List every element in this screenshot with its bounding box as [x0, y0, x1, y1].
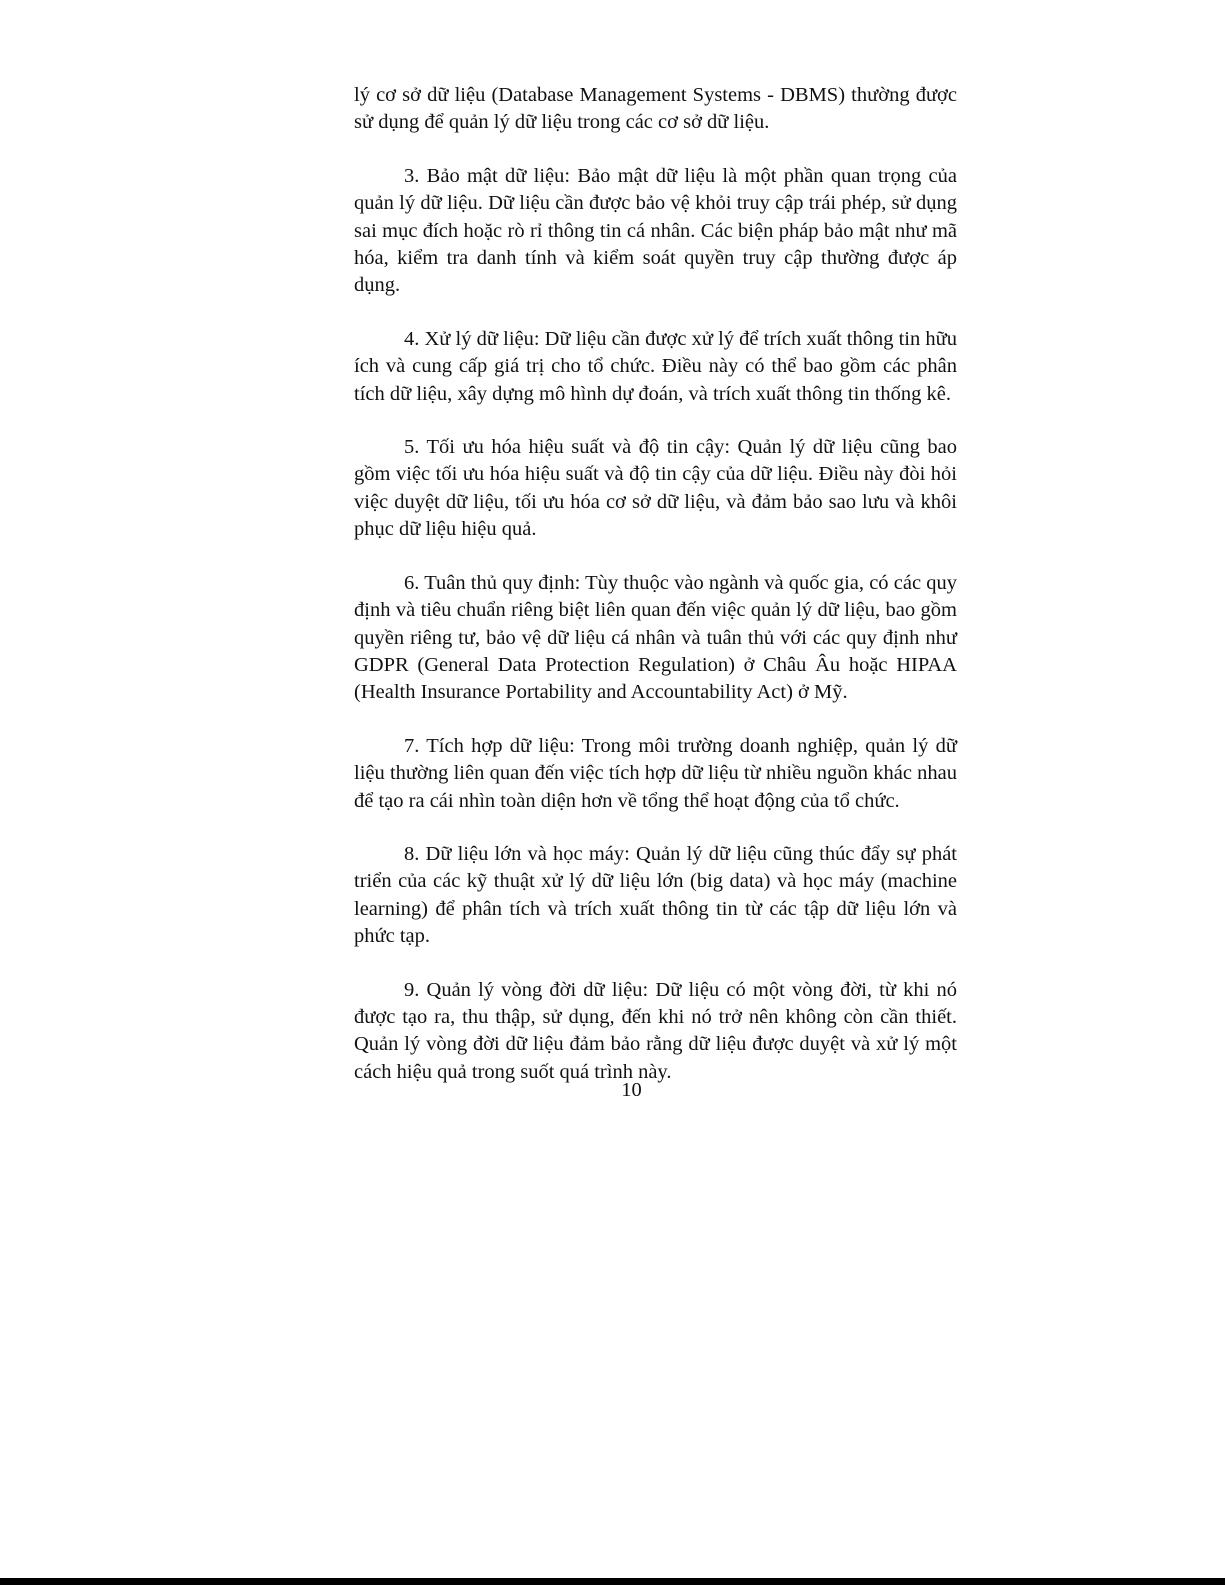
bottom-border: [0, 1578, 1225, 1585]
paragraph-dbms-continuation: lý cơ sở dữ liệu (Database Management Systems - DBMS) thường được sử dụng để quản lý dữ liệu trong các cơ sở dữ liệu.: [354, 84, 957, 134]
page-number: 10: [621, 1079, 642, 1101]
paragraph-data-processing: 4. Xử lý dữ liệu: Dữ liệu cần được xử lý để trích xuất thông tin hữu ích và cung cấp giá trị cho tổ chức. Điều này có thể bao gồm các phân tích dữ liệu, xây dựng mô hình dự đoán, và trích xuất thông tin thống kê.: [354, 327, 957, 405]
paragraph-data-lifecycle: 9. Quản lý vòng đời dữ liệu: Dữ liệu có một vòng đời, từ khi nó được tạo ra, thu thập, sử dụng, đến khi nó trở nên không còn cần thiết. Quản lý vòng đời dữ liệu đảm bảo rằng dữ liệu được duyệt và xử lý một cách hiệu quả trong suốt quá trình này.: [354, 978, 957, 1083]
paragraph-data-security: 3. Bảo mật dữ liệu: Bảo mật dữ liệu là một phần quan trọng của quản lý dữ liệu. Dữ liệu cần được bảo vệ khỏi truy cập trái phép, sử dụng sai mục đích hoặc rò rỉ thông tin cá nhân. Các biện pháp bảo mật như mã hóa, kiểm tra danh tính và kiểm soát quyền truy cập thường được áp dụng.: [354, 164, 957, 297]
paragraph-performance-reliability: 5. Tối ưu hóa hiệu suất và độ tin cậy: Quản lý dữ liệu cũng bao gồm việc tối ưu hóa hiệu suất và độ tin cậy của dữ liệu. Điều này đòi hỏi việc duyệt dữ liệu, tối ưu hóa cơ sở dữ liệu, và đảm bảo sao lưu và khôi phục dữ liệu hiệu quả.: [354, 436, 957, 541]
paragraph-data-integration: 7. Tích hợp dữ liệu: Trong môi trường doanh nghiệp, quản lý dữ liệu thường liên quan đến việc tích hợp dữ liệu từ nhiều nguồn khác nhau để tạo ra cái nhìn toàn diện hơn về tổng thể hoạt động của tổ chức.: [354, 734, 957, 812]
body-text: [354, 82, 957, 1112]
paragraph-regulatory-compliance: 6. Tuân thủ quy định: Tùy thuộc vào ngành và quốc gia, có các quy định và tiêu chuẩn riêng biệt liên quan đến việc quản lý dữ liệu, bao gồm quyền riêng tư, bảo vệ dữ liệu cá nhân và tuân thủ với các quy định như GDPR (General Data Protection Regulation) ở Châu Âu hoặc HIPAA (Health Insurance Portability and Accountability Act) ở Mỹ.: [354, 571, 957, 704]
paragraph-big-data-ml: 8. Dữ liệu lớn và học máy: Quản lý dữ liệu cũng thúc đẩy sự phát triển của các kỹ thuật xử lý dữ liệu lớn (big data) và học máy (machine learning) để phân tích và trích xuất thông tin từ các tập dữ liệu lớn và phức tạp.: [354, 842, 957, 948]
